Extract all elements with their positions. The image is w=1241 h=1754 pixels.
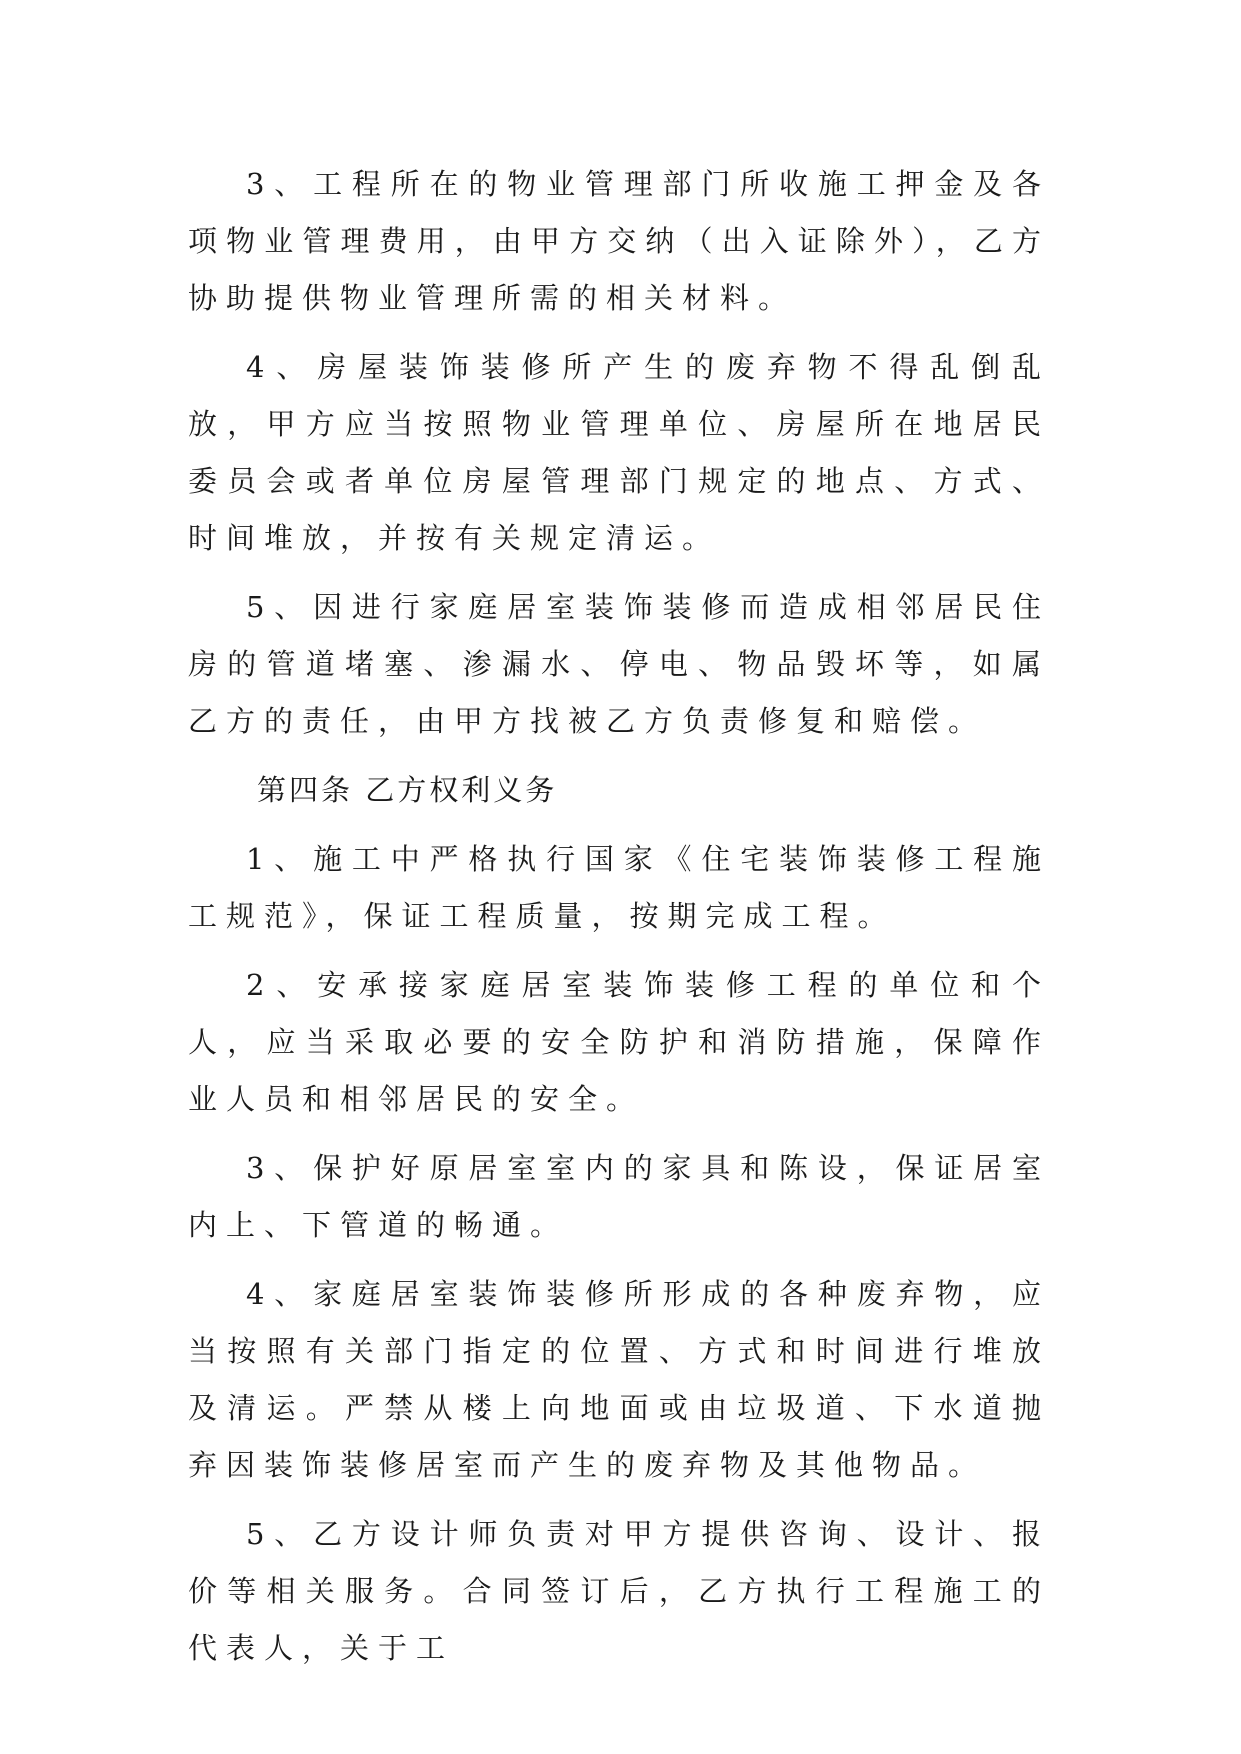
paragraph-party-b-clause-2: 2、安承接家庭居室装饰装修工程的单位和个人，应当采取必要的安全防护和消防措施，保障作业人员和相邻居民的安全。	[188, 968, 1050, 1116]
paragraph-party-b-clause-4: 4、家庭居室装饰装修所形成的各种废弃物，应当按照有关部门指定的位置、方式和时间进行堆放及清运。严禁从楼上向地面或由垃圾道、下水道抛弃因装饰装修居室而产生的废弃物及其他物品。	[188, 1277, 1050, 1482]
paragraph-party-b-clause-3: 3、保护好原居室室内的家具和陈设，保证居室内上、下管道的畅通。	[188, 1151, 1050, 1242]
paragraph-party-b-clause-1: 1、施工中严格执行国家《住宅装饰装修工程施工规范》，保证工程质量，按期完成工程。	[188, 842, 1050, 933]
section-heading-article-4: 第四条 乙方权利义务	[257, 773, 558, 807]
document-body	[188, 156, 1050, 1677]
paragraph-clause-3-property-fees: 3、工程所在的物业管理部门所收施工押金及各项物业管理费用，由甲方交纳（出入证除外），乙方协助提供物业管理所需的相关材料。	[188, 167, 1050, 315]
paragraph-clause-5-neighbor-damage: 5、因进行家庭居室装饰装修而造成相邻居民住房的管道堵塞、渗漏水、停电、物品毁坏等，如属乙方的责任，由甲方找被乙方负责修复和赔偿。	[188, 590, 1050, 738]
paragraph-party-b-clause-5: 5、乙方设计师负责对甲方提供咨询、设计、报价等相关服务。合同签订后，乙方执行工程施工的代表人，关于工	[188, 1517, 1050, 1665]
paragraph-clause-4-waste-disposal: 4、房屋装饰装修所产生的废弃物不得乱倒乱放，甲方应当按照物业管理单位、房屋所在地居民委员会或者单位房屋管理部门规定的地点、方式、时间堆放，并按有关规定清运。	[188, 350, 1050, 555]
